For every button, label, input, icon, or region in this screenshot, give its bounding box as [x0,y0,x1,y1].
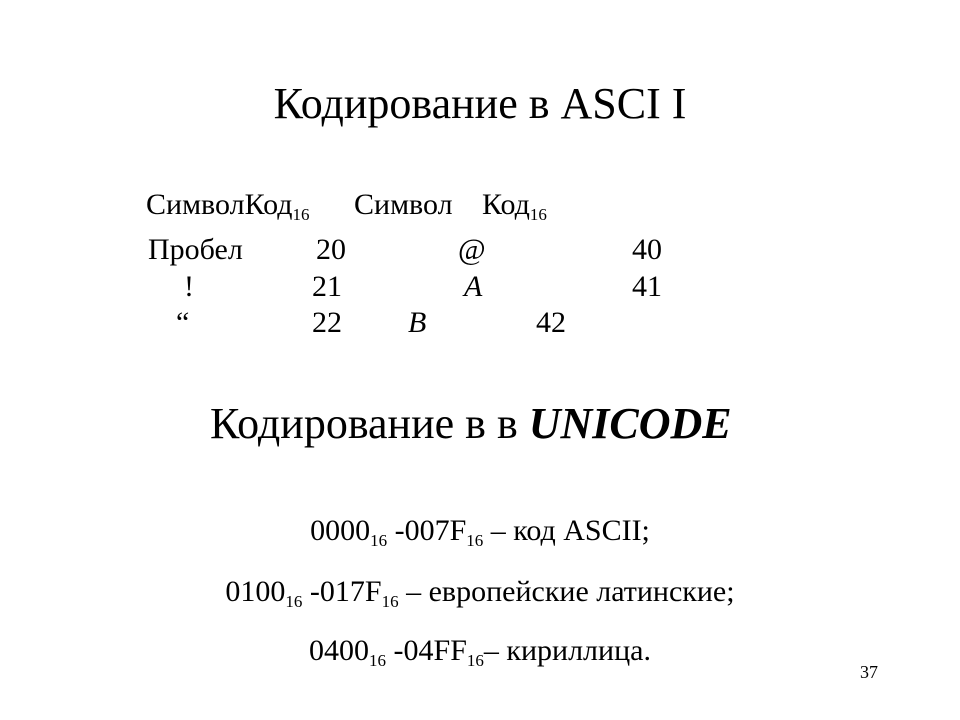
row1-symbol: Пробел [148,233,243,266]
row2-symbol: ! [184,270,194,303]
unicode-range-ascii: $0000_{16}$ $-007F_{16}$ – код ASCII; [310,514,650,550]
row2-code: 21 [312,270,342,303]
slide-title: Кодирование в ASCI I [273,79,687,128]
header-row [146,188,310,222]
row3-code: 22 [312,306,342,339]
row2-symbol-2: A [464,270,483,303]
unicode-title [210,398,732,449]
unicode-range-cyrillic: $0400_{16}$ $-04FF_{16}-$ кириллица. [309,634,651,670]
row2-code-2: 41 [632,270,662,303]
unicode-title-emphasis: UNICODE [528,399,732,448]
row1-code: 20 [316,233,346,266]
row1-symbol-2: @ [458,233,486,266]
header-symbol: Символ [146,188,245,221]
page-number: 37 [860,662,878,682]
header-symbol-2: Символ [354,188,453,221]
row3-symbol: “ [176,306,190,339]
unicode-title-prefix: Кодирование в в [210,399,518,448]
header-code-subscript: 16 [292,205,310,224]
header-code-2-subscript: 16 [529,205,547,224]
header-code: Код [244,188,293,221]
row3-symbol-2: B [408,306,427,339]
row3-code-2: 42 [536,306,566,339]
header-code-2: Код$_{16}$ [482,188,547,224]
row1-code-2: 40 [632,233,662,266]
unicode-range-latin: $0100_{16}$ $-017F_{16}$ – европейские латинские; [225,575,735,611]
